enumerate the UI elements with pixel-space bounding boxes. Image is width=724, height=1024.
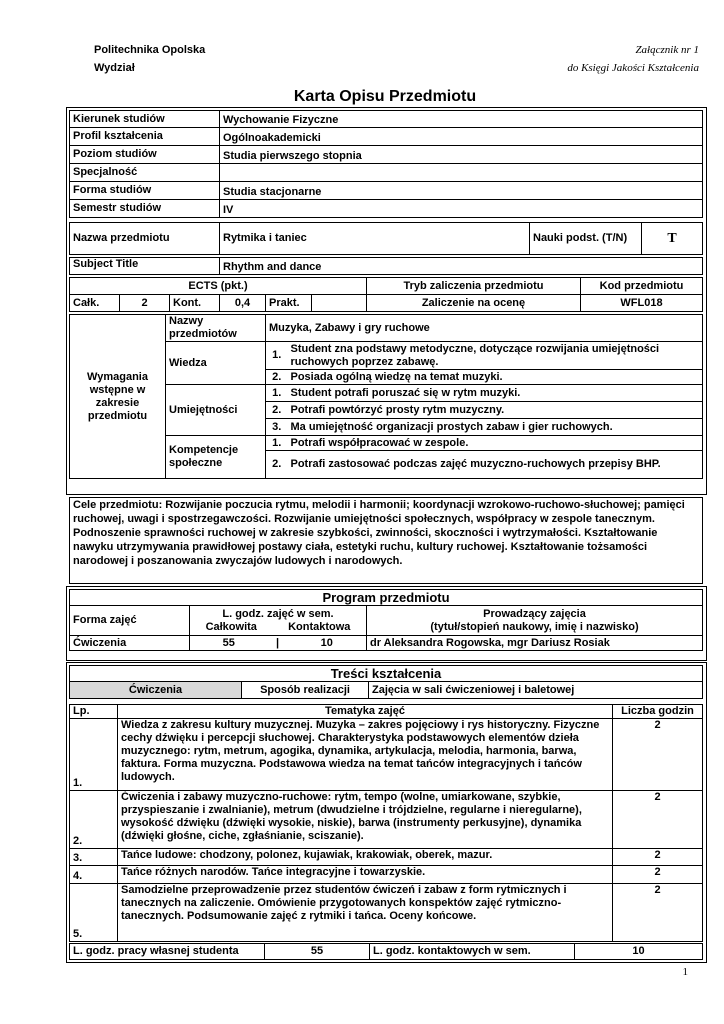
prior-subjects-value: Muzyka, Zabawy i gry ruchowe: [266, 315, 703, 342]
attachment-label: Załącznik nr 1: [635, 44, 699, 56]
table-row: [70, 866, 703, 884]
program-table: [69, 589, 703, 651]
ects-table: [69, 277, 703, 312]
info-value: IV: [220, 200, 703, 218]
knowledge-item: Student zna podstawy metodyczne, dotyczące rozwijania umiejętności ruchowych poprzez zabawę.: [288, 342, 703, 370]
total-hours-value: 55: [190, 636, 268, 651]
social-item: Potrafi współpracować w zespole.: [288, 436, 703, 451]
course-name-table: [69, 222, 703, 255]
ects-total-label: Całk.: [70, 295, 120, 312]
own-work-label: L. godz. pracy własnej studenta: [70, 944, 265, 960]
content-header-table: [69, 665, 703, 699]
skill-item: Potrafi powtórzyć prosty rytm muzyczny.: [288, 402, 703, 419]
page-title: Karta Opisu Przedmiotu: [293, 88, 477, 105]
teacher-header: [367, 606, 703, 636]
summary-table: [69, 943, 703, 960]
list-number: 2.: [266, 402, 288, 419]
row-topic: Tańce różnych narodów. Tańce integracyjne i towarzyskie.: [118, 866, 613, 884]
basic-sciences-label: Nauki podst. (T/N): [530, 223, 642, 255]
table-row: [70, 719, 703, 791]
list-number: 1.: [266, 436, 288, 451]
table-row: [70, 884, 703, 942]
table-row: [70, 791, 703, 849]
hours-header: [190, 606, 367, 636]
class-form-label: Forma zajęć: [70, 606, 190, 636]
topics-table: [69, 704, 703, 942]
hours-subheaders: [190, 621, 366, 634]
row-hours: 2: [613, 884, 703, 942]
row-number: 3.: [70, 849, 118, 866]
hours-count-label: Liczba godzin: [613, 705, 703, 719]
info-label: Profil kształcenia: [70, 128, 220, 146]
course-goals: Cele przedmiotu: Rozwijanie poczucia rytmu, melodii i harmonii; koordynacji wzrokowo-ruchowo-słuchowej; pamięci ruchowej, uwagi i spostrzegawczości. Rozwijanie umiejętności społecznych, współpracy w zespole tanecznym. Podnoszenie sprawności ruchowej w zakresie szybkości, zwinności, skoczności i wytrzymałości. Kształtowanie nawyku utrzymywania prawidłowej postawy ciała, estetyki ruchu, kultury ruchowej. Kształtowanie tożsamości narodowej i poszanowania zwyczajów ludowych i narodowych.: [69, 497, 703, 584]
total-hours-label: Całkowita: [205, 620, 257, 633]
teacher-label: Prowadzący zajęcia: [483, 607, 586, 620]
hours-label: L. godz. zajęć w sem.: [222, 607, 334, 620]
department-name: Wydział: [94, 62, 135, 74]
info-label: Specjalność: [70, 164, 220, 182]
university-name: Politechnika Opolska: [94, 44, 206, 56]
course-name-label: Nazwa przedmiotu: [70, 223, 220, 255]
method-label: Sposób realizacji: [242, 682, 369, 699]
class-form-value: Ćwiczenia: [70, 636, 190, 651]
lp-label: Lp.: [70, 705, 118, 719]
row-topic: Wiedza z zakresu kultury muzycznej. Muzyka – zakres pojęciowy i rys historyczny. Fizyczne cechy dźwięku i percepcji słuchowej. Charakterystyka podstawowych elementów dzieła muzycznego: rytm, metrum, agogika, dynamika, artykulacja, melodia, harmonia, barwa, faktura. Forma muzyczna. Podstawowa wiedza na temat tańców integracyjnych i tańców ludowych.: [118, 719, 613, 791]
row-hours: 2: [613, 849, 703, 866]
contact-hours-sum-label: L. godz. kontaktowych w sem.: [370, 944, 575, 960]
row-number: 2.: [70, 791, 118, 849]
contact-hours-value: 10: [288, 636, 367, 651]
ects-label: ECTS (pkt.): [70, 278, 367, 295]
knowledge-item: Posiada ogólną wiedzę na temat muzyki.: [288, 370, 703, 385]
info-value: Wychowanie Fizyczne: [220, 111, 703, 128]
list-number: 1.: [266, 385, 288, 402]
info-label: Semestr studiów: [70, 200, 220, 218]
program-heading: Program przedmiotu: [70, 590, 703, 606]
row-number: 1.: [70, 719, 118, 791]
contact-hours-sum-value: 10: [575, 944, 703, 960]
ects-practical-label: Prakt.: [266, 295, 312, 312]
own-work-value: 55: [265, 944, 370, 960]
skill-item: Student potrafi poruszać się w rytm muzyki.: [288, 385, 703, 402]
ects-contact-value: 0,4: [220, 295, 266, 312]
subject-title-label: Subject Title: [70, 258, 220, 275]
skills-label: Umiejętności: [166, 385, 266, 436]
hours-separator: |: [268, 636, 288, 651]
info-value: Ogólnoakademicki: [220, 128, 703, 146]
row-topic: Tańce ludowe: chodzony, polonez, kujawiak, krakowiak, oberek, mazur.: [118, 849, 613, 866]
teachers-value: dr Aleksandra Rogowska, mgr Dariusz Rosiak: [367, 636, 703, 651]
social-competence-label: Kompetencje społeczne: [166, 436, 266, 479]
knowledge-label: Wiedza: [166, 342, 266, 385]
list-number: 2.: [266, 370, 288, 385]
content-heading: Treści kształcenia: [70, 666, 703, 682]
list-number: 2.: [266, 451, 288, 479]
info-value: Studia stacjonarne: [220, 182, 703, 200]
skill-item: Ma umiejętność organizacji prostych zabaw i gier ruchowych.: [288, 419, 703, 436]
course-info-table: [69, 110, 703, 218]
quality-book-label: do Księgi Jakości Kształcenia: [567, 62, 699, 74]
ects-total-value: 2: [120, 295, 170, 312]
subject-title-table: [69, 257, 703, 275]
prerequisites-label: Wymagania wstępne w zakresie przedmiotu: [70, 315, 166, 479]
row-topic: Ćwiczenia i zabawy muzyczno-ruchowe: rytm, tempo (wolne, umiarkowane, szybkie, przyspieszanie i zwalnianie), metrum (dwudzielne i trójdzielne, regularne i nieregularne), wysokość dźwięku (dźwięki wysokie, niskie), barwa (instrumenty perkusyjne), dynamika (dźwięki głośne, ciche, zgłaśnianie, sciszanie).: [118, 791, 613, 849]
info-value: Studia pierwszego stopnia: [220, 146, 703, 164]
completion-mode-label: Tryb zaliczenia przedmiotu: [367, 278, 581, 295]
basic-sciences-value: T: [642, 223, 703, 255]
teacher-sublabel: (tytuł/stopień naukowy, imię i nazwisko): [430, 620, 639, 633]
info-label: Kierunek studiów: [70, 111, 220, 128]
list-number: 3.: [266, 419, 288, 436]
info-label: Poziom studiów: [70, 146, 220, 164]
table-row: [70, 849, 703, 866]
row-hours: 2: [613, 866, 703, 884]
course-code-label: Kod przedmiotu: [581, 278, 703, 295]
info-value: [220, 164, 703, 182]
row-hours: 2: [613, 719, 703, 791]
row-number: 4.: [70, 866, 118, 884]
social-item: Potrafi zastosować podczas zajęć muzyczno-ruchowych przepisy BHP.: [288, 451, 703, 479]
subject-title-value: Rhythm and dance: [220, 258, 703, 275]
content-form: Ćwiczenia: [70, 682, 242, 699]
course-name-value: Rytmika i taniec: [220, 223, 530, 255]
prerequisites-table: [69, 314, 703, 479]
ects-practical-value: [312, 295, 367, 312]
method-value: Zajęcia w sali ćwiczeniowej i baletowej: [369, 682, 703, 699]
completion-mode-value: Zaliczenie na ocenę: [367, 295, 581, 312]
list-number: 1.: [266, 342, 288, 370]
row-topic: Samodzielne przeprowadzenie przez studentów ćwiczeń i zabaw z form rytmicznych i tanecznych na zaliczenie. Omówienie przygotowanych konspektów zajęć rytmiczno-tanecznych. Podsumowanie zajęć z rytmiki i tańca. Oceny końcowe.: [118, 884, 613, 942]
course-code-value: WFL018: [581, 295, 703, 312]
topic-label: Tematyka zajęć: [118, 705, 613, 719]
prior-subjects-label: Nazwy przedmiotów: [166, 315, 266, 342]
contact-hours-label: Kontaktowa: [288, 620, 351, 633]
row-number: 5.: [70, 884, 118, 942]
info-label: Forma studiów: [70, 182, 220, 200]
row-hours: 2: [613, 791, 703, 849]
ects-contact-label: Kont.: [170, 295, 220, 312]
page-number: 1: [682, 966, 688, 978]
